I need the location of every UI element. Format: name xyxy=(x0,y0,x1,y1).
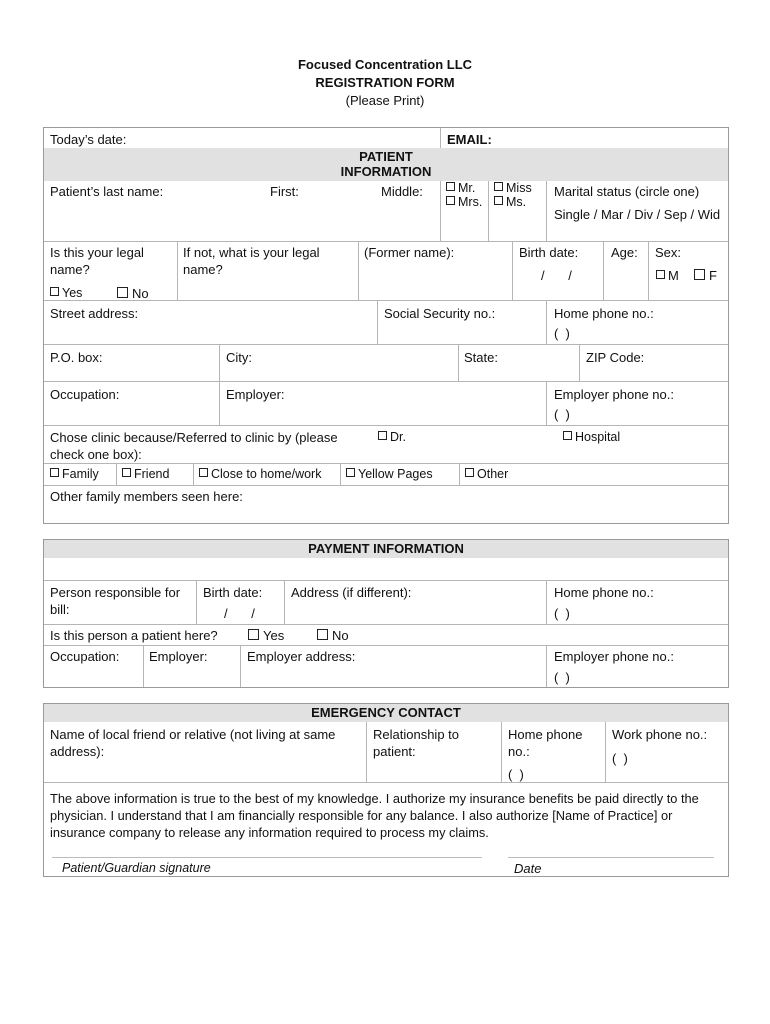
referral-friend-checkbox[interactable] xyxy=(122,466,169,483)
patient-info-header xyxy=(44,148,728,181)
responsible-occupation-label[interactable]: Occupation: xyxy=(50,649,120,664)
checkbox-icon xyxy=(378,431,387,440)
emergency-home-phone-parens: ( ) xyxy=(508,767,524,782)
checkbox-icon xyxy=(465,468,474,477)
relationship-label[interactable]: Relationship to patient: xyxy=(373,727,459,759)
checkbox-icon xyxy=(50,468,59,477)
is-patient-question: Is this person a patient here? xyxy=(50,628,218,643)
checkbox-icon xyxy=(446,196,455,205)
todays-date-label[interactable]: Today’s date: xyxy=(50,132,127,147)
home-phone-parens: ( ) xyxy=(554,326,570,341)
emergency-contact-header: EMERGENCY CONTACT xyxy=(44,704,728,722)
local-friend-label[interactable]: Name of local friend or relative (not living at same address): xyxy=(50,727,336,759)
state-label[interactable]: State: xyxy=(464,350,498,365)
date-label: Date xyxy=(514,861,542,876)
checkbox-icon xyxy=(248,629,259,640)
checkbox-icon xyxy=(50,287,59,296)
responsible-birth-date-slashes: / / xyxy=(224,606,255,621)
responsible-home-phone-parens: ( ) xyxy=(554,606,570,621)
referral-family-label: Family xyxy=(62,467,99,481)
sex-label: Sex: xyxy=(655,245,682,260)
checkbox-icon xyxy=(494,182,503,191)
title-miss-label: Miss xyxy=(506,181,532,195)
referral-hospital-label: Hospital xyxy=(575,430,621,444)
employer-phone-label[interactable]: Employer phone no.: xyxy=(554,387,674,402)
sex-f-label: F xyxy=(709,268,717,283)
legal-name-label[interactable]: If not, what is your legal name? xyxy=(183,245,320,277)
employer-phone-parens: ( ) xyxy=(554,407,570,422)
is-patient-yes-label: Yes xyxy=(263,628,285,643)
responsible-employer-address-label[interactable]: Employer address: xyxy=(247,649,356,664)
responsible-home-phone-label[interactable]: Home phone no.: xyxy=(554,585,654,600)
referral-close-home-label: Close to home/work xyxy=(211,467,322,481)
title-mrs-checkbox[interactable] xyxy=(446,195,482,209)
chose-clinic-label: Chose clinic because/Referred to clinic by (please check one box): xyxy=(50,430,338,462)
legal-name-question: Is this your legal name? xyxy=(50,245,144,277)
title-ms-label: Ms. xyxy=(506,195,527,209)
referral-family-checkbox[interactable] xyxy=(50,466,99,483)
authorization-text: The above information is true to the best of my knowledge. I authorize my insurance benefits be paid directly to the physician. I understand that I am financially responsible for any balance. I also authorize [Name of Practice] or insurance company to release any information required to process my claims. xyxy=(50,791,699,840)
emergency-home-phone-label[interactable]: Home phone no.: xyxy=(508,727,583,759)
signature-label: Patient/Guardian signature xyxy=(62,861,211,875)
checkbox-icon xyxy=(199,468,208,477)
first-name-label[interactable]: First: xyxy=(270,184,299,199)
marital-status-label: Marital status (circle one) xyxy=(554,184,700,199)
form-title: REGISTRATION FORM xyxy=(315,75,455,90)
person-responsible-label[interactable]: Person responsible for bill: xyxy=(50,585,181,617)
checkbox-icon xyxy=(494,196,503,205)
checkbox-icon xyxy=(694,269,705,280)
responsible-employer-phone-parens: ( ) xyxy=(554,670,570,685)
signature-line[interactable] xyxy=(52,857,482,858)
city-label[interactable]: City: xyxy=(226,350,252,365)
is-patient-yes-checkbox[interactable] xyxy=(248,627,284,644)
referral-other-label: Other xyxy=(477,467,509,481)
referral-dr-label: Dr. xyxy=(390,430,406,444)
referral-hospital-checkbox[interactable] xyxy=(563,429,620,446)
referral-other-checkbox[interactable] xyxy=(465,466,508,483)
former-name-label[interactable]: (Former name): xyxy=(364,245,455,260)
legal-name-yes-label: Yes xyxy=(62,286,83,300)
patient-info-title: PATIENT INFORMATION xyxy=(340,149,432,179)
zip-label[interactable]: ZIP Code: xyxy=(586,350,645,365)
form-subtitle: (Please Print) xyxy=(345,93,425,108)
title-mrs-label: Mrs. xyxy=(458,195,483,209)
last-name-label[interactable]: Patient’s last name: xyxy=(50,184,164,199)
referral-friend-label: Friend xyxy=(134,467,170,481)
ssn-label[interactable]: Social Security no.: xyxy=(384,306,496,321)
title-miss-checkbox[interactable] xyxy=(494,181,532,195)
birth-date-label[interactable]: Birth date: xyxy=(519,245,579,260)
referral-close-home-checkbox[interactable] xyxy=(199,466,321,483)
sex-m-checkbox[interactable] xyxy=(656,267,679,284)
checkbox-icon xyxy=(563,431,572,440)
title-ms-checkbox[interactable] xyxy=(494,195,526,209)
checkbox-icon xyxy=(656,270,665,279)
age-label[interactable]: Age: xyxy=(611,245,638,260)
checkbox-icon xyxy=(446,182,455,191)
emergency-work-phone-parens: ( ) xyxy=(612,751,628,766)
birth-date-slashes: / / xyxy=(541,268,572,283)
title-mr-checkbox[interactable] xyxy=(446,181,475,195)
employer-label[interactable]: Employer: xyxy=(226,387,285,402)
sex-f-checkbox[interactable] xyxy=(694,267,717,284)
other-family-label[interactable]: Other family members seen here: xyxy=(50,489,243,504)
title-mr-label: Mr. xyxy=(458,181,476,195)
sex-m-label: M xyxy=(668,268,679,283)
checkbox-icon xyxy=(317,629,328,640)
date-line[interactable] xyxy=(508,857,714,858)
checkbox-icon xyxy=(117,287,128,298)
occupation-label[interactable]: Occupation: xyxy=(50,387,120,402)
referral-yellow-pages-checkbox[interactable] xyxy=(346,466,433,483)
checkbox-icon xyxy=(346,468,355,477)
home-phone-label[interactable]: Home phone no.: xyxy=(554,306,654,321)
emergency-work-phone-label[interactable]: Work phone no.: xyxy=(612,727,708,742)
company-name: Focused Concentration LLC xyxy=(297,57,473,72)
payment-info-header: PAYMENT INFORMATION xyxy=(44,540,728,558)
responsible-employer-label[interactable]: Employer: xyxy=(149,649,208,664)
responsible-employer-phone-label[interactable]: Employer phone no.: xyxy=(554,649,674,664)
marital-status-options[interactable]: Single / Mar / Div / Sep / Wid xyxy=(554,207,721,222)
po-box-label[interactable]: P.O. box: xyxy=(50,350,103,365)
responsible-birth-date-label[interactable]: Birth date: xyxy=(203,585,263,600)
referral-dr-checkbox[interactable] xyxy=(378,429,406,446)
is-patient-no-label: No xyxy=(332,628,349,643)
street-address-label[interactable]: Street address: xyxy=(50,306,139,321)
checkbox-icon xyxy=(122,468,131,477)
responsible-address-label[interactable]: Address (if different): xyxy=(291,585,412,600)
is-patient-no-checkbox[interactable] xyxy=(317,627,349,644)
email-label[interactable]: EMAIL: xyxy=(447,132,492,147)
middle-name-label[interactable]: Middle: xyxy=(381,184,423,199)
legal-name-no-label: No xyxy=(132,286,149,301)
referral-yellow-pages-label: Yellow Pages xyxy=(358,467,433,481)
